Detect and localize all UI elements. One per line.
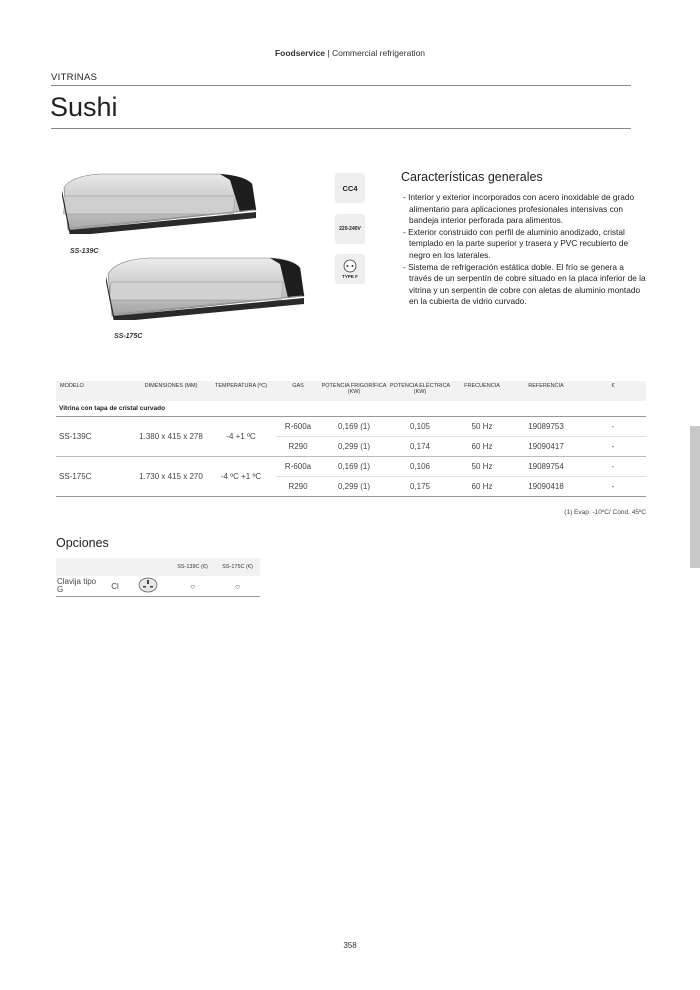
- dims-cell: 1.730 x 415 x 270: [136, 457, 206, 497]
- options-row: [56, 576, 260, 597]
- section-label: VITRINAS: [51, 72, 98, 83]
- feature-item: - Exterior construido con perfil de aluminio anodizado, cristal templado en la parte superior y trasera y PVC recubierto de negro en los laterales.: [403, 226, 629, 260]
- energy-class-label: CC4: [342, 183, 358, 193]
- ref-cell: 19089754: [512, 457, 580, 477]
- col-header: TEMPERATURA (ºC): [206, 381, 276, 401]
- option-value: ○: [215, 576, 260, 597]
- features-heading: Características generales: [401, 170, 543, 184]
- ref-cell: 19090417: [512, 437, 580, 457]
- page-title: Sushi: [50, 92, 118, 122]
- page-number: 358: [343, 941, 357, 950]
- group-row: [56, 401, 646, 417]
- ref-cell: 19089753: [512, 417, 580, 437]
- col-header: GAS: [276, 381, 320, 401]
- elec-cell: 0,106: [388, 457, 452, 477]
- model-cell: SS-139C: [56, 417, 136, 457]
- gas-cell: R290: [276, 437, 320, 457]
- col-header: POTENCIA FRIGORÍFICA (KW): [320, 381, 388, 401]
- spec-header-row: [56, 381, 646, 401]
- elec-cell: 0,105: [388, 417, 452, 437]
- col-header: DIMENSIONES (MM): [136, 381, 206, 401]
- options-blank-header: [104, 558, 126, 576]
- model-cell: SS-175C: [56, 457, 136, 497]
- freq-cell: 50 Hz: [452, 457, 512, 477]
- option-label: Clavija tipo G: [56, 576, 104, 597]
- freq-cell: 60 Hz: [452, 437, 512, 457]
- col-header: REFERENCIA: [512, 381, 580, 401]
- page-header: [0, 48, 700, 58]
- product-image-ss175c: [104, 254, 308, 320]
- ref-cell: 19090418: [512, 477, 580, 497]
- freq-cell: 50 Hz: [452, 417, 512, 437]
- table-row: [56, 457, 646, 477]
- feature-item: - Sistema de refrigeración estática doble. El frío se genera a través de un serpentín de cobre situado en la placa inferior de la vitrina y un serpentín de cobre con aletas de aluminio montado en la cubierta de vidrio curvado.: [403, 261, 646, 307]
- voltage-badge: [335, 214, 365, 244]
- col-header: POTENCIA ELÉCTRICA (KW): [388, 381, 452, 401]
- temp-cell: -4 ºC +1 ºC: [206, 457, 276, 497]
- gas-cell: R290: [276, 477, 320, 497]
- energy-class-badge: [335, 173, 365, 203]
- side-tab-marker: [690, 426, 700, 568]
- product-caption-1: SS-139C: [70, 248, 99, 255]
- group-label: Vitrina con tapa de cristal curvado: [56, 401, 646, 417]
- frig-cell: 0,299 (1): [320, 437, 388, 457]
- frig-cell: 0,299 (1): [320, 477, 388, 497]
- options-header-row: [56, 558, 260, 576]
- price-cell: -: [580, 477, 646, 497]
- spec-table: [56, 381, 646, 497]
- dims-cell: 1.380 x 415 x 278: [136, 417, 206, 457]
- gas-cell: R-600a: [276, 417, 320, 437]
- elec-cell: 0,174: [388, 437, 452, 457]
- product-image-ss139c: [60, 170, 260, 234]
- temp-cell: -4 +1 ºC: [206, 417, 276, 457]
- frig-cell: 0,169 (1): [320, 457, 388, 477]
- price-cell: -: [580, 457, 646, 477]
- col-header: €: [580, 381, 646, 401]
- plug-g-icon: [138, 577, 158, 593]
- col-header: SS-175C (€): [215, 558, 260, 576]
- product-caption-2: SS-175C: [114, 333, 143, 340]
- features-list: [401, 192, 646, 308]
- plug-icon: [343, 259, 357, 273]
- freq-cell: 60 Hz: [452, 477, 512, 497]
- section-rule: [51, 85, 631, 86]
- options-blank-header: [126, 558, 170, 576]
- option-icon-cell: [126, 576, 170, 597]
- options-heading: Opciones: [56, 536, 109, 550]
- plug-badge: [335, 254, 365, 284]
- col-header: MODELO: [56, 381, 136, 401]
- options-blank-header: [56, 558, 104, 576]
- footnote: (1) Evap. -10ºC/ Cond. 45ºC: [564, 509, 646, 516]
- option-value: ○: [170, 576, 215, 597]
- header-category: Commercial refrigeration: [331, 48, 426, 58]
- options-table: [56, 558, 260, 597]
- frig-cell: 0,169 (1): [320, 417, 388, 437]
- title-rule: [51, 128, 631, 129]
- table-row: [56, 417, 646, 437]
- header-separator: |: [325, 48, 332, 58]
- col-header: SS-139C (€): [170, 558, 215, 576]
- price-cell: -: [580, 437, 646, 457]
- header-brand: Foodservice: [274, 48, 326, 58]
- price-cell: -: [580, 417, 646, 437]
- voltage-label: 220-240V: [339, 226, 361, 232]
- elec-cell: 0,175: [388, 477, 452, 497]
- plug-label: TYPE F: [342, 274, 358, 279]
- features-block: [401, 170, 646, 308]
- option-code: Cl: [104, 576, 126, 597]
- feature-item: - Interior y exterior incorporados con acero inoxidable de grado alimentario para aplicaciones profesionales intensivas con bandeja interior perforada para alimentos.: [403, 192, 635, 226]
- gas-cell: R-600a: [276, 457, 320, 477]
- col-header: FRECUENCIA: [452, 381, 512, 401]
